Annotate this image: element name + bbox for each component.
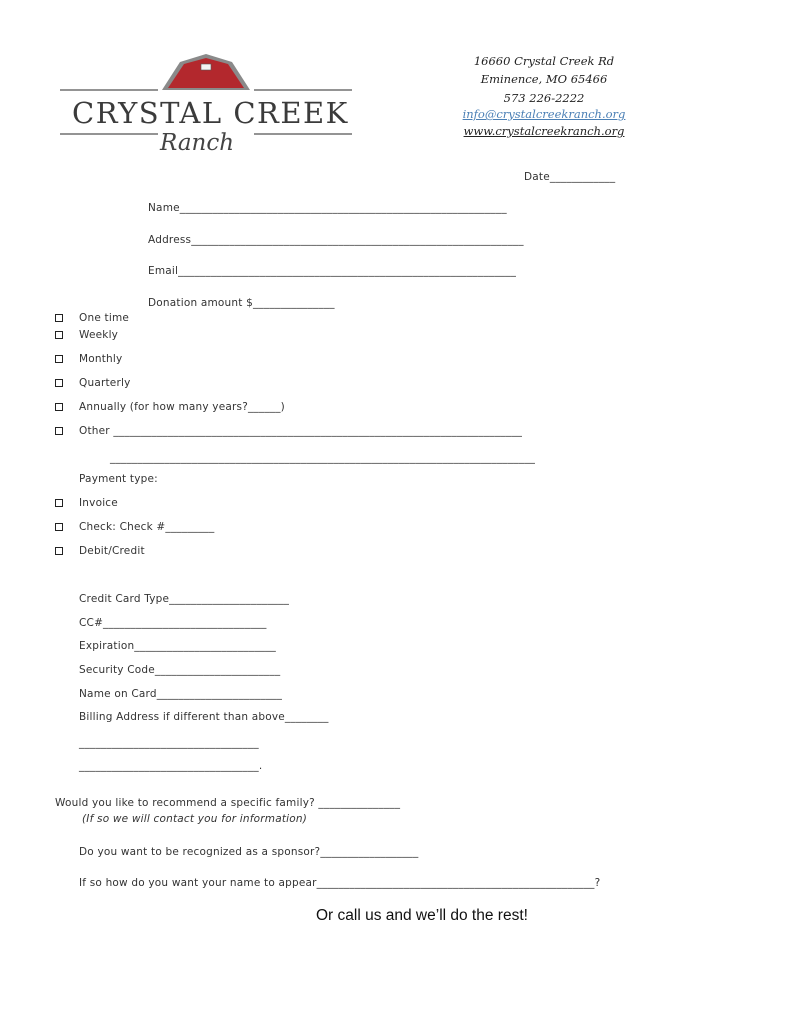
recommend-note: (If so we will contact you for information) bbox=[82, 813, 308, 825]
contact-website-link[interactable]: www.crystalcreekranch.org bbox=[463, 124, 625, 138]
invoice-checkbox[interactable] bbox=[55, 499, 63, 507]
debit-credit-checkbox[interactable] bbox=[55, 547, 63, 555]
billing-address-field[interactable]: Billing Address if different than above________ bbox=[79, 711, 329, 723]
sponsor-recognition-field[interactable]: Do you want to be recognized as a sponsor?__________________ bbox=[79, 846, 419, 858]
annually-label: Annually (for how many years?______) bbox=[79, 401, 285, 413]
name-field[interactable]: Name____________________________________________________________ bbox=[148, 202, 507, 214]
recommend-family-field[interactable]: Would you like to recommend a specific family? _______________ bbox=[55, 797, 401, 809]
payment-type-label: Payment type: bbox=[79, 473, 158, 485]
check-checkbox[interactable] bbox=[55, 523, 63, 531]
logo-title: CRYSTAL CREEK bbox=[72, 96, 349, 130]
monthly-checkbox[interactable] bbox=[55, 355, 63, 363]
annually-checkbox[interactable] bbox=[55, 403, 63, 411]
contact-city: Eminence, MO 65466 bbox=[480, 72, 608, 86]
contact-street: 16660 Crystal Creek Rd bbox=[473, 54, 615, 68]
weekly-checkbox[interactable] bbox=[55, 331, 63, 339]
name-appearance-field[interactable]: If so how do you want your name to appear___________________________________________________? bbox=[79, 877, 601, 889]
email-field[interactable]: Email______________________________________________________________ bbox=[148, 265, 517, 277]
weekly-label: Weekly bbox=[79, 329, 119, 341]
other-field-line2[interactable]: ______________________________________________________________________________ bbox=[110, 452, 536, 464]
one-time-checkbox[interactable] bbox=[55, 314, 63, 322]
other-checkbox[interactable] bbox=[55, 427, 63, 435]
billing-address-line1[interactable]: _________________________________ bbox=[79, 737, 259, 749]
address-field[interactable]: Address_____________________________________________________________ bbox=[148, 234, 524, 246]
other-field[interactable]: Other ___________________________________________________________________________ bbox=[79, 425, 523, 437]
quarterly-label: Quarterly bbox=[79, 377, 131, 389]
donation-amount-field[interactable]: Donation amount $_______________ bbox=[148, 297, 335, 309]
contact-email-link[interactable]: info@crystalcreekranch.org bbox=[462, 107, 626, 121]
quarterly-checkbox[interactable] bbox=[55, 379, 63, 387]
one-time-label: One time bbox=[79, 312, 130, 324]
logo-subtitle: Ranch bbox=[160, 130, 235, 156]
monthly-label: Monthly bbox=[79, 353, 123, 365]
debit-credit-label: Debit/Credit bbox=[79, 545, 145, 557]
invoice-label: Invoice bbox=[79, 497, 118, 509]
check-number-field[interactable]: Check: Check #_________ bbox=[79, 521, 215, 533]
date-field[interactable]: Date____________ bbox=[524, 171, 616, 183]
billing-address-line2[interactable]: _________________________________. bbox=[79, 760, 263, 772]
expiration-field[interactable]: Expiration__________________________ bbox=[79, 640, 276, 652]
name-on-card-field[interactable]: Name on Card_______________________ bbox=[79, 688, 283, 700]
credit-card-type-field[interactable]: Credit Card Type______________________ bbox=[79, 593, 290, 605]
security-code-field[interactable]: Security Code_______________________ bbox=[79, 664, 281, 676]
closing-message: Or call us and we’ll do the rest! bbox=[316, 907, 528, 924]
cc-number-field[interactable]: CC#______________________________ bbox=[79, 617, 267, 629]
contact-phone: 573 226-2222 bbox=[503, 91, 585, 105]
